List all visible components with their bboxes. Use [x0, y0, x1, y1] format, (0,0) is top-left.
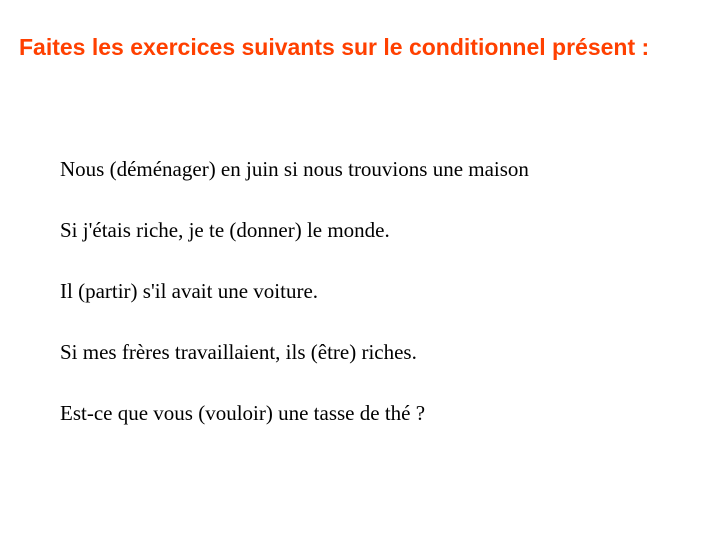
exercise-item-1: Nous (déménager) en juin si nous trouvions une maison: [60, 157, 529, 181]
exercise-item-5: Est-ce que vous (vouloir) une tasse de thé ?: [60, 401, 426, 425]
slide-title: Faites les exercices suivants sur le conditionnel présent :: [19, 34, 650, 60]
exercise-list: [60, 154, 529, 459]
exercise-item-4: Si mes frères travaillaient, ils (être) riches.: [60, 340, 417, 364]
exercise-item-3: Il (partir) s'il avait une voiture.: [60, 279, 319, 303]
exercise-item-2: Si j'étais riche, je te (donner) le monde.: [60, 218, 390, 242]
